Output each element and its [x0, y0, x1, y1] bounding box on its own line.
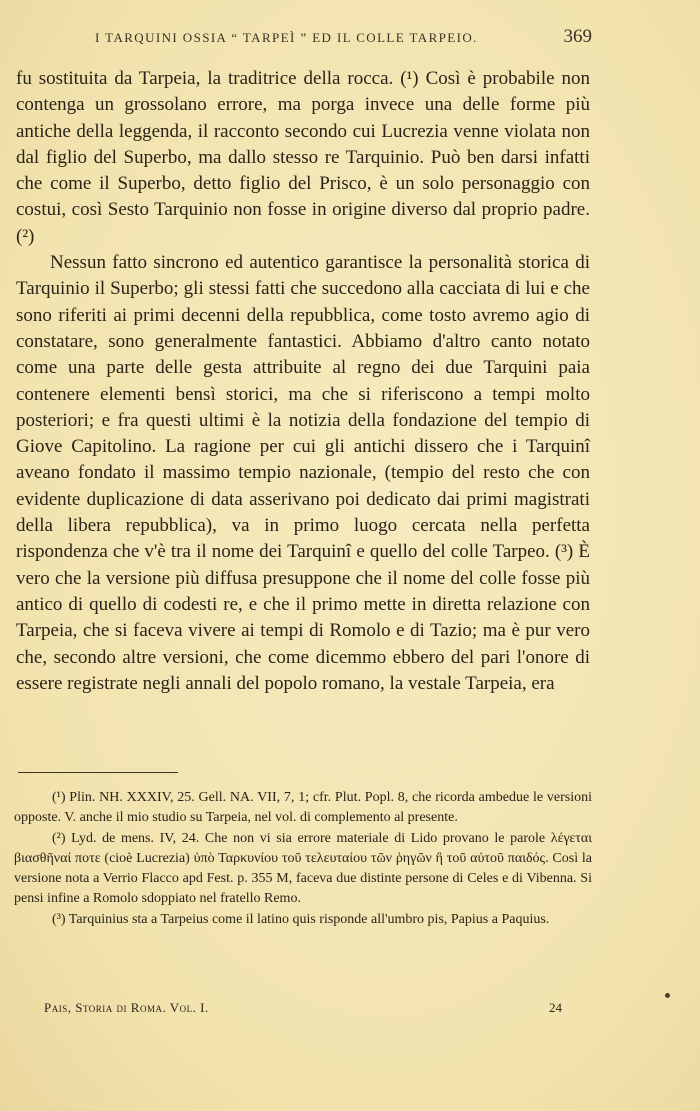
footnote-divider — [18, 772, 178, 773]
signature-left: Pais, Storia di Roma. Vol. I. — [44, 1000, 209, 1015]
ink-spot — [665, 993, 670, 998]
footnote-2: (²) Lyd. de mens. IV, 24. Che non vi sia errore materiale di Lido provano le parole λέγεται βιασθῆναί ποτε (cioè Lucrezia) ὑπὸ Ταρκυνίου τοῦ τελευταίου τῶν ῥηγῶν ἢ τοῦ αὐτοῦ παιδός. Così la versione nota a Verrio Flacco apd Fest. p. 355 M, faceva due distinte persone di Celes e di Vibenna. Si pensi infine a Romolo sdoppiato nel fratello Remo. — [14, 830, 592, 907]
signature-number: 24 — [549, 1000, 562, 1015]
paragraph-2: Nessun fatto sincrono ed autentico garantisce la personalità storica di Tarquinio il Superbo; gli stessi fatti che succedono alla cacciata di lui e che sono riferiti ai primi decenni della repubblica, come tosto avremo agio di constatare, sono generalmente fantastici. Abbiamo d'altro canto notato come una parte delle gesta attribuite al regno dei due Tarquini paia contenere elementi bensì storici, ma che si riferiscono a tempi molto posteriori; e fra questi ultimi è la notizia della fondazione del tempio di Giove Capitolino. La ragione per cui gli antichi dissero che i Tarquinî aveano fondato il massimo tempio nazionale, (tempio del resto che con evidente duplicazione di data asserivano poi dedicato dai primi magistrati della libera repubblica), va in primo luogo cercata nella perfetta rispondenza che v'è tra il nome dei Tarquinî e quello del colle Tarpeo. (³) È vero che la versione più diffusa presuppone che il nome del colle fosse più antico di quello di codesti re, e che il primo mette in diretta relazione con Tarpeia, che si faceva vivere ai tempi di Romolo e di Tazio; ma è pur vero che, secondo altre versioni, che come dicemmo ebbero del pari l'onore di essere registrate negli annali del popolo romano, la vestale Tarpeia, era — [16, 252, 590, 694]
paragraph-1: fu sostituita da Tarpeia, la traditrice della rocca. (¹) Così è probabile non contenga un grossolano errore, ma porga invece una delle forme più antiche della leggenda, il racconto secondo cui Lucrezia venne violata non dal figlio del Superbo, ma dallo stesso re Tarquinio. Può ben darsi infatti che come il Superbo, detto figlio del Prisco, è un solo personaggio con costui, così Sesto Tarquinio non fosse in origine diverso dal proprio padre. (²) — [16, 68, 590, 247]
page-number: 369 — [563, 26, 592, 47]
footnote-3: (³) Tarquinius sta a Tarpeius come il latino quis risponde all'umbro pis, Papius a Paquius. — [52, 911, 550, 927]
running-header: I TARQUINI OSSIA “ TARPEÌ ” ED IL COLLE TARPEIO. — [95, 30, 478, 45]
main-text — [16, 66, 590, 697]
footnotes — [14, 788, 592, 930]
footnote-1: (¹) Plin. NH. XXXIV, 25. Gell. NA. VII, 7, 1; cfr. Plut. Popl. 8, che ricorda ambedue le versioni opposte. V. anche il mio studio su Tarpeia, nel vol. di complemento al presente. — [14, 790, 592, 826]
